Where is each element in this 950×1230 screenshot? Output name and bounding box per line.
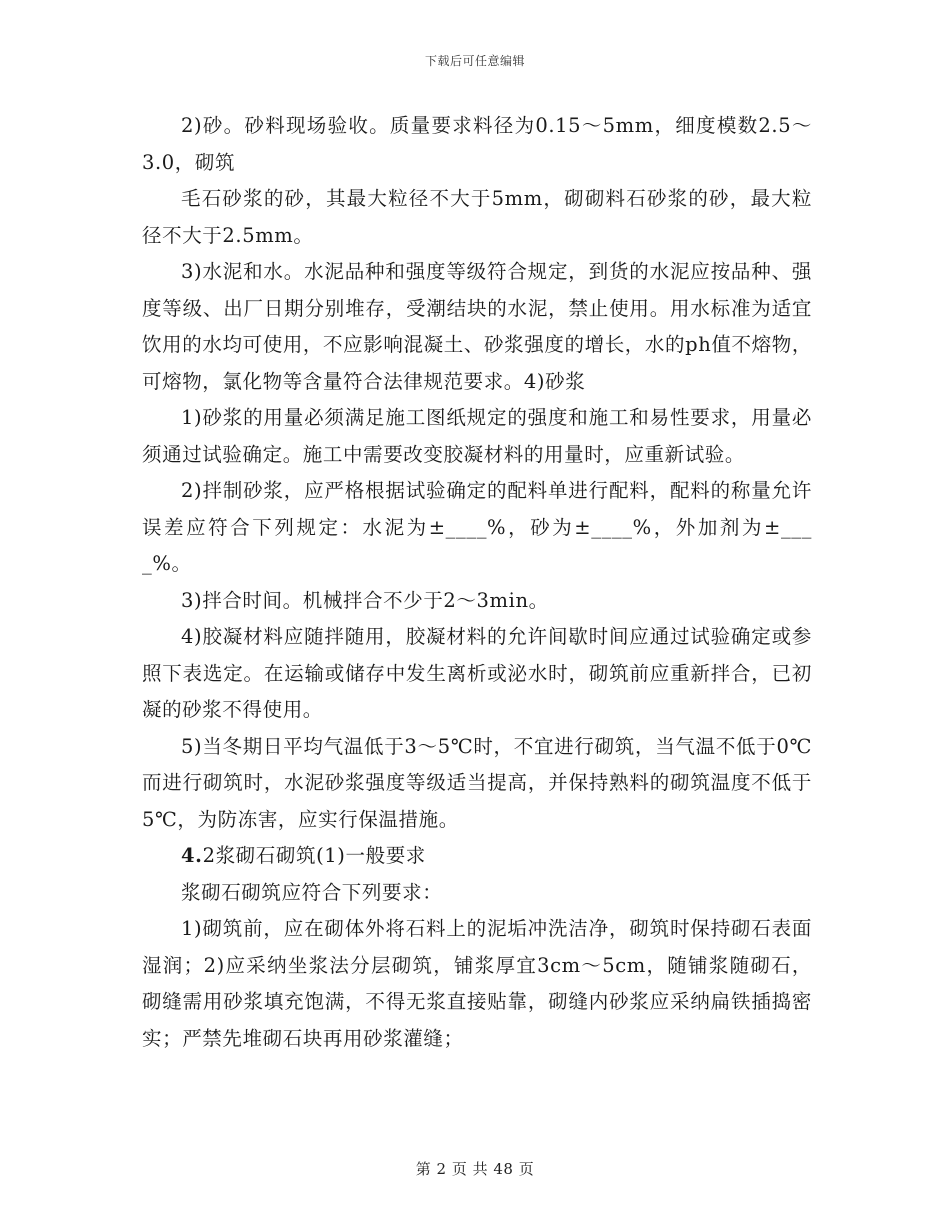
paragraph-masonry-rules: 1)砌筑前，应在砌体外将石料上的泥垢冲洗洁净，砌筑时保持砌石表面湿润；2)应采纳坐浆法分层砌筑，铺浆厚宜3cm～5cm，随铺浆随砌石，砌缝需用砂浆填充饱满，不得无浆直接贴靠，砌缝内砂浆应采纳扁铁插捣密实；严禁先堆砌石块再用砂浆灌缝； xyxy=(142,917,812,1050)
paragraph-sand-2: 毛石砂浆的砂，其最大粒径不大于5mm，砌砌料石砂浆的砂，最大粒径不大于2.5mm。 xyxy=(142,187,812,247)
paragraph-cement-water: 3)水泥和水。水泥品种和强度等级符合规定，到货的水泥应按品种、强度等级、出厂日期分别堆存，受潮结块的水泥，禁止使用。用水标准为适宜饮用的水均可使用，不应影响混凝土、砂浆强度的增长，水的ph值不熔物，可熔物，氯化物等含量符合法律规范要求。4)砂浆 xyxy=(142,260,812,393)
section-heading xyxy=(142,838,812,875)
paragraph-mortar-4: 4)胶凝材料应随拌随用，胶凝材料的允许间歇时间应通过试验确定或参照下表选定。在运输或储存中发生离析或泌水时，砌筑前应重新拌合，已初凝的砂浆不得使用。 xyxy=(142,625,812,721)
paragraph-mortar-2: 2)拌制砂浆，应严格根据试验确定的配料单进行配料，配料的称量允许误差应符合下列规定：水泥为±____%，砂为±____%，外加剂为±____%。 xyxy=(142,479,812,575)
paragraph-mortar-1: 1)砂浆的用量必须满足施工图纸规定的强度和施工和易性要求，用量必须通过试验确定。施工中需要改变胶凝材料的用量时，应重新试验。 xyxy=(142,406,812,466)
section-number: 4. xyxy=(181,844,203,867)
paragraph-masonry-intro: 浆砌石砌筑应符合下列要求： xyxy=(181,880,443,904)
section-title: 2浆砌石砌筑(1)一般要求 xyxy=(202,844,426,867)
page-header: 下载后可任意编辑 xyxy=(424,54,525,68)
paragraph-sand-1: 2)砂。砂料现场验收。质量要求料径为0.15～5mm，细度模数2.5～3.0，砌筑 xyxy=(142,114,812,174)
page-footer: 第 2 页 共 48 页 xyxy=(415,1160,535,1178)
paragraph-mortar-3: 3)拌合时间。机械拌合不少于2～3min。 xyxy=(181,588,549,612)
paragraph-mortar-5: 5)当冬期日平均气温低于3～5℃时，不宜进行砌筑，当气温不低于0℃而进行砌筑时，水泥砂浆强度等级适当提高，并保持熟料的砌筑温度不低于5℃，为防冻害，应实行保温措施。 xyxy=(142,734,812,831)
document-body xyxy=(142,108,812,1057)
